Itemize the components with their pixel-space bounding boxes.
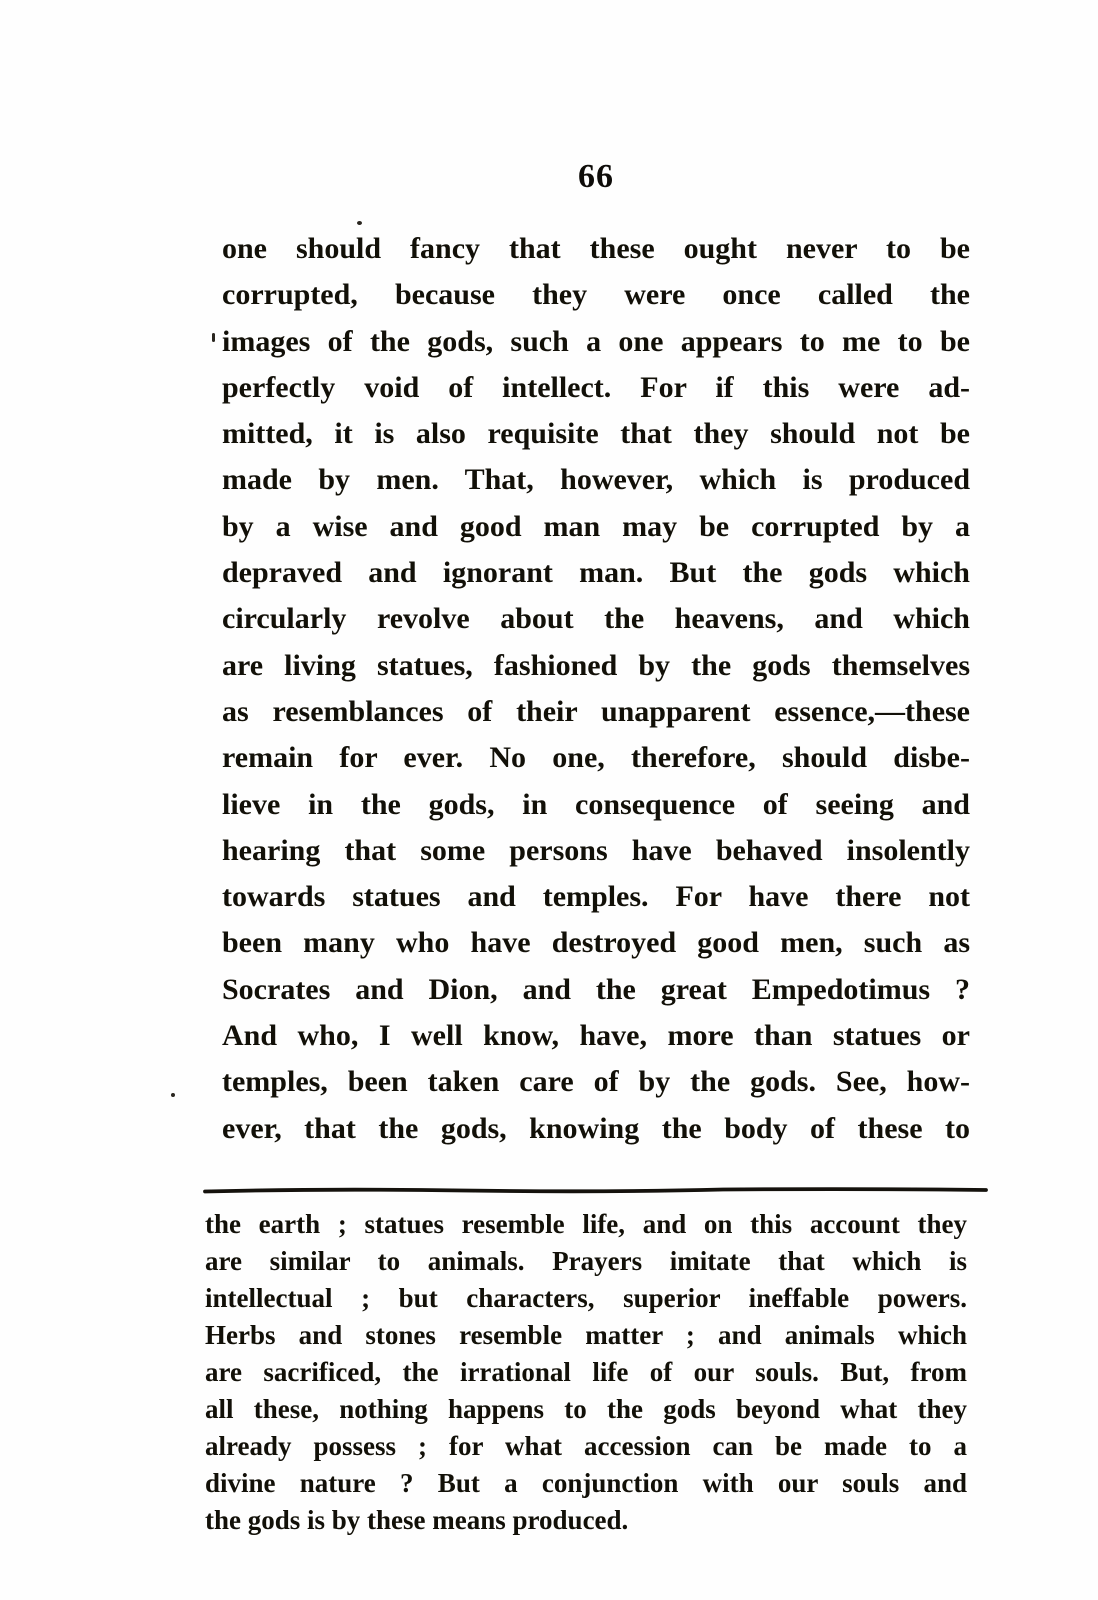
footnote-line: all these, nothing happens to the gods beyond what they — [205, 1394, 967, 1424]
body-line: circularly revolve about the heavens, and which — [222, 602, 970, 636]
body-line: by a wise and good man may be corrupted by a — [222, 509, 970, 543]
footnote-line: Herbs and stones resemble matter ; and animals which — [205, 1320, 967, 1350]
footnote-line: the gods is by these means produced. — [205, 1505, 629, 1535]
ink-speck — [357, 221, 362, 225]
body-line: been many who have destroyed good men, such as — [222, 926, 970, 960]
page-number: 66 — [578, 158, 614, 195]
body-line: are living statues, fashioned by the gods themselves — [222, 648, 970, 682]
footnote-line: are similar to animals. Prayers imitate that which is — [205, 1246, 967, 1276]
body-line: images of the gods, such a one appears to me to be — [222, 324, 970, 358]
footnote-text — [205, 1206, 967, 1539]
footnote-line: the earth ; statues resemble life, and on this account they — [205, 1209, 967, 1239]
body-line: perfectly void of intellect. For if this were ad- — [222, 370, 970, 404]
body-line: hearing that some persons have behaved insolently — [222, 833, 970, 867]
footnote-line: intellectual ; but characters, superior ineffable powers. — [205, 1283, 967, 1313]
body-line: lieve in the gods, in consequence of seeing and — [222, 787, 970, 821]
body-line: depraved and ignorant man. But the gods which — [222, 556, 970, 590]
body-line: mitted, it is also requisite that they should not be — [222, 417, 970, 451]
body-line: temples, been taken care of by the gods. See, how- — [222, 1065, 970, 1099]
body-line: made by men. That, however, which is produced — [222, 463, 970, 497]
body-line: corrupted, because they were once called the — [222, 278, 970, 312]
footnote-line: already possess ; for what accession can be made to a — [205, 1431, 967, 1461]
body-line: remain for ever. No one, therefore, should disbe- — [222, 741, 970, 775]
body-line: And who, I well know, have, more than statues or — [222, 1019, 970, 1053]
footnote-divider-rule — [203, 1186, 988, 1196]
ink-speck — [171, 1093, 175, 1097]
ink-speck — [212, 333, 215, 342]
footnote-line: divine nature ? But a conjunction with our souls and — [205, 1468, 967, 1498]
body-line: one should fancy that these ought never to be — [222, 232, 970, 265]
body-line: as resemblances of their unapparent essence,—these — [222, 694, 970, 728]
body-line: Socrates and Dion, and the great Empedotimus ? — [222, 972, 970, 1006]
body-text — [222, 226, 970, 1152]
footnote-line: are sacrificed, the irrational life of our souls. But, from — [205, 1357, 967, 1387]
body-line: towards statues and temples. For have there not — [222, 880, 970, 914]
body-line: ever, that the gods, knowing the body of these to — [222, 1111, 970, 1145]
